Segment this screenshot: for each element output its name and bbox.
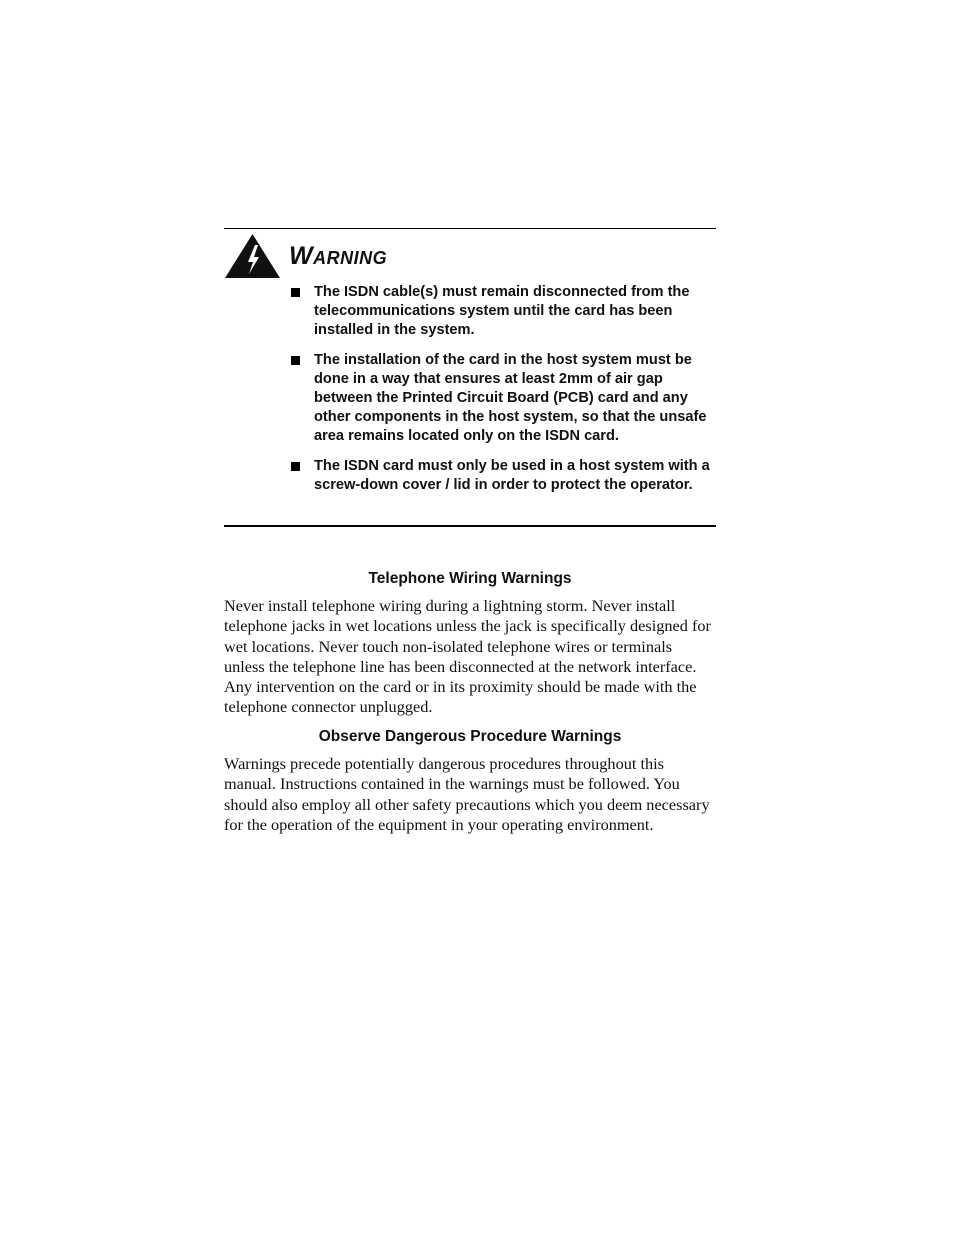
section-body-telephone-wiring: Never install telephone wiring during a lightning storm. Never install telephone jacks in wet locations unless the jack is specifically designed for wet locations. Never touch non-isolated telephone wires or terminals unless the telephone line has been disconnected at the network interface. Any intervention on the card or in its proximity should be made with the telephone connector unplugged. [224, 596, 711, 717]
warning-item-text: The ISDN card must only be used in a host system with a screw-down cover / lid in order to protect the operator. [314, 458, 710, 494]
square-bullet-icon [291, 462, 300, 471]
warning-item [290, 457, 718, 495]
warning-item [290, 283, 718, 339]
warning-list [290, 283, 718, 507]
square-bullet-icon [291, 288, 300, 297]
section-heading-dangerous-procedure: Observe Dangerous Procedure Warnings [318, 728, 622, 745]
warning-item-text: The installation of the card in the host system must be done in a way that ensures at least 2mm of air gap between the Printed Circuit Board (PCB) card and any other components in the host system, so that the unsafe area remains located only on the ISDN card. [314, 352, 707, 444]
warning-title: Warning [289, 242, 388, 270]
warning-item-text: The ISDN cable(s) must remain disconnected from the telecommunications system until the card has been installed in the system. [314, 284, 690, 338]
warning-top-rule [224, 228, 716, 229]
section-body-dangerous-procedure: Warnings precede potentially dangerous procedures throughout this manual. Instructions contained in the warnings must be followed. You should also employ all other safety precautions which you deem necessary for the operation of the equipment in your operating environment. [224, 754, 710, 834]
warning-bottom-rule [224, 525, 716, 527]
square-bullet-icon [291, 356, 300, 365]
high-voltage-warning-icon [224, 233, 281, 279]
warning-item [290, 351, 718, 445]
section-heading-telephone-wiring: Telephone Wiring Warnings [368, 570, 572, 587]
